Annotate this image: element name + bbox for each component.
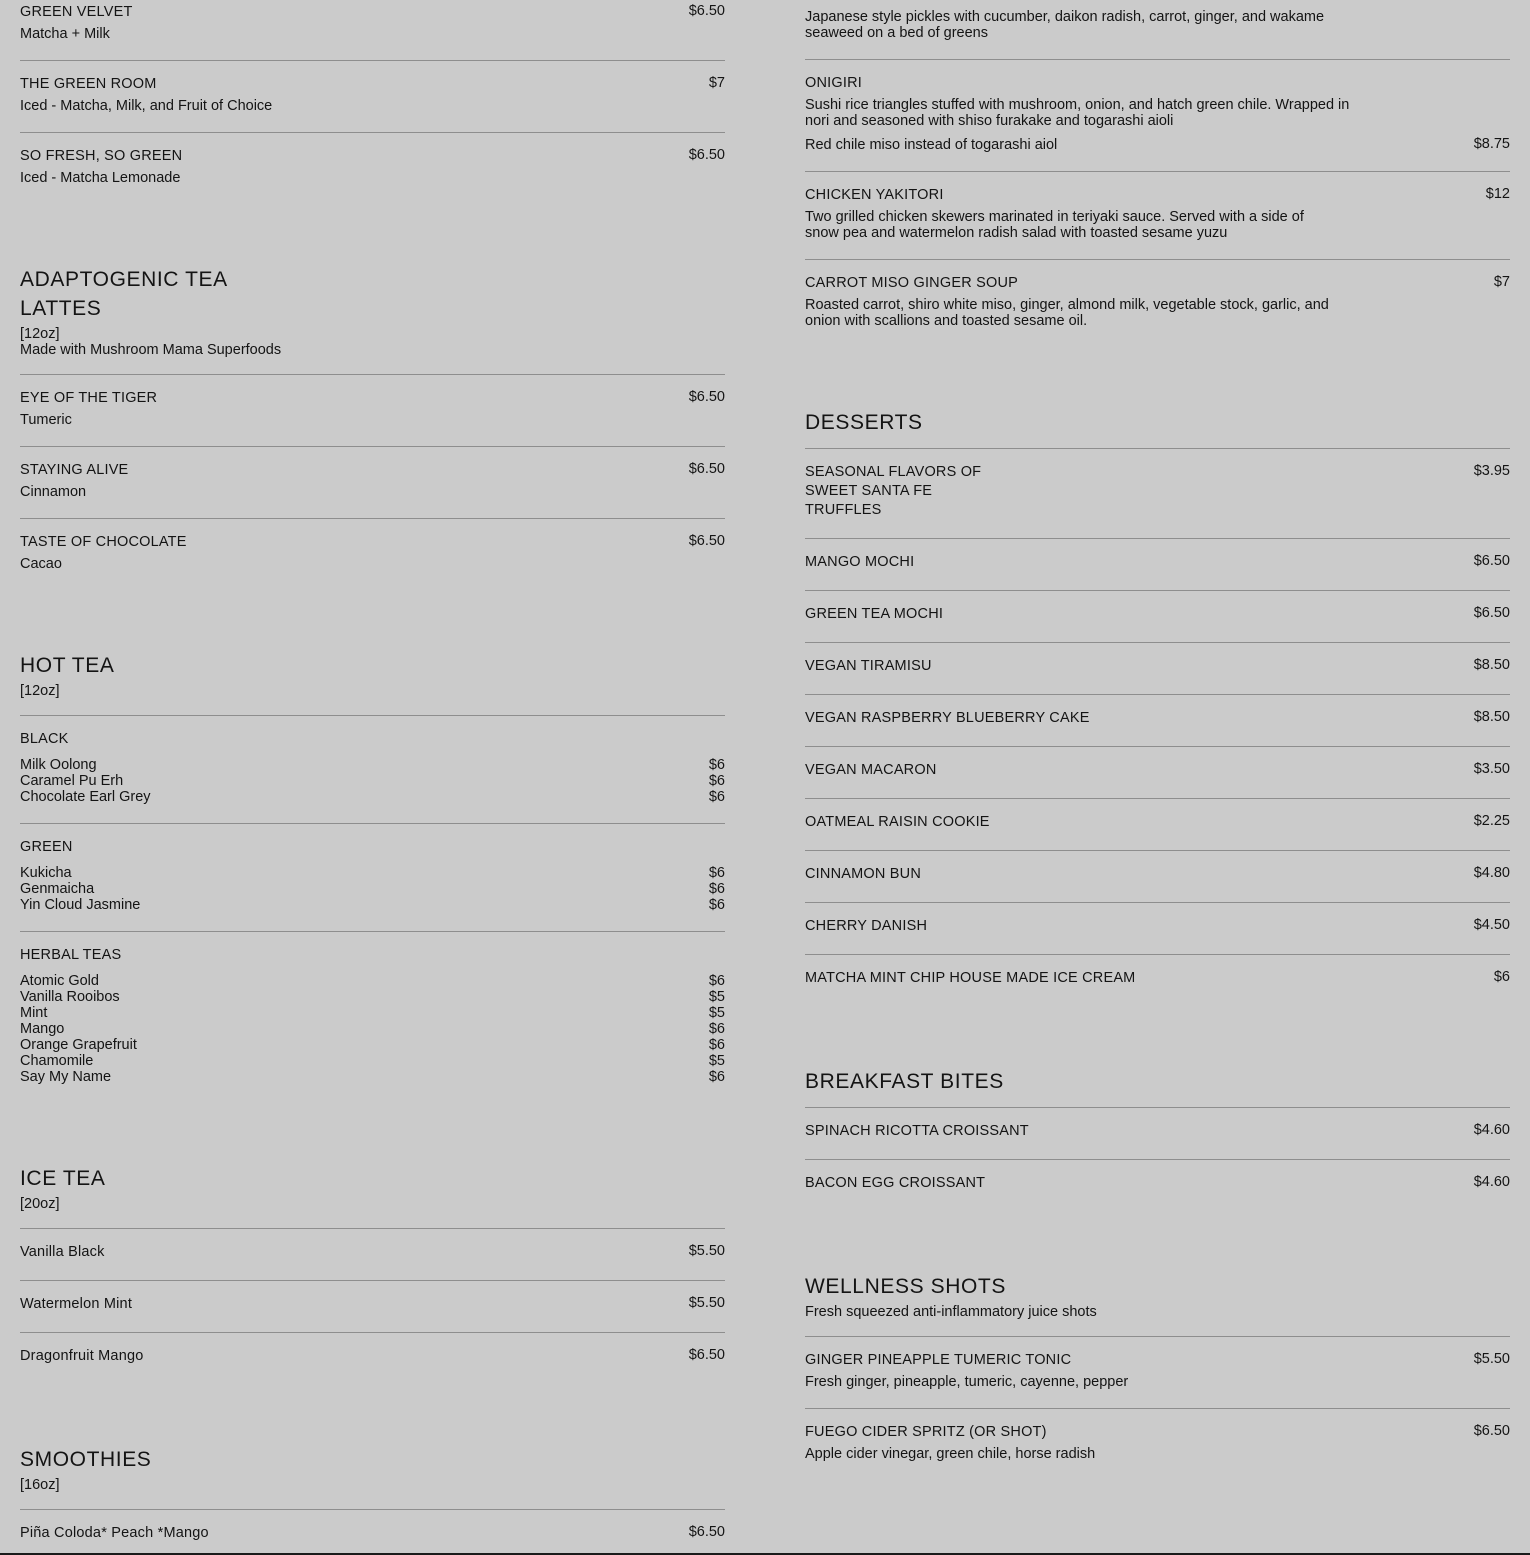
menu-item-name: VEGAN MACARON [805, 762, 937, 778]
tea-price: $5 [708, 1005, 725, 1021]
menu-item-desc: Cinnamon [20, 484, 87, 500]
menu-item-desc: seaweed on a bed of greens [805, 25, 988, 41]
divider [805, 1159, 1510, 1160]
menu-item-price: $5.50 [1473, 1351, 1510, 1367]
tea-name: Atomic Gold [20, 973, 99, 989]
tea-price: $5 [708, 1053, 725, 1069]
menu-item-name: STAYING ALIVE [20, 462, 129, 478]
tea-price: $6 [708, 1069, 725, 1085]
menu-item-name: BACON EGG CROISSANT [805, 1175, 986, 1191]
menu-item-price: $6.50 [688, 389, 725, 405]
menu-item-name: Piña Coloda* Peach *Mango [20, 1525, 209, 1541]
section-title-smoothies: SMOOTHIES [20, 1448, 152, 1471]
section-note: Made with Mushroom Mama Superfoods [20, 342, 282, 358]
menu-item-price: $6 [1493, 969, 1510, 985]
menu-item-name: CHERRY DANISH [805, 918, 928, 934]
tea-price: $6 [708, 1037, 725, 1053]
menu-item-price: $2.25 [1473, 813, 1510, 829]
divider [805, 850, 1510, 851]
menu-item-desc: Matcha + Milk [20, 26, 110, 42]
menu-item-desc: Roasted carrot, shiro white miso, ginger, almond milk, vegetable stock, garlic, and [805, 297, 1329, 313]
menu-item-desc: Apple cider vinegar, green chile, horse radish [805, 1446, 1096, 1462]
menu-item-price: $6.50 [688, 461, 725, 477]
tea-name: Orange Grapefruit [20, 1037, 137, 1053]
tea-name: Say My Name [20, 1069, 112, 1085]
menu-item-name: ONIGIRI [805, 75, 862, 91]
menu-item-name: CINNAMON BUN [805, 866, 921, 882]
menu-item-price: $6.50 [688, 1347, 725, 1363]
tea-name: Kukicha [20, 865, 72, 881]
menu-item-name: EYE OF THE TIGER [20, 390, 158, 406]
menu-item-name: Watermelon Mint [20, 1296, 133, 1312]
tea-name: Mango [20, 1021, 65, 1037]
menu-item-price: $6.50 [688, 3, 725, 19]
divider [20, 1509, 725, 1510]
divider [805, 1408, 1510, 1409]
tea-row [20, 757, 725, 773]
tea-price: $6 [708, 773, 725, 789]
section-size: [16oz] [20, 1477, 60, 1493]
section-size: [12oz] [20, 326, 60, 342]
tea-price: $6 [708, 897, 725, 913]
menu-item-price: $8.50 [1473, 709, 1510, 725]
divider [20, 931, 725, 932]
divider [805, 259, 1510, 260]
tea-list-green [20, 865, 725, 913]
menu-item-price: $7 [1493, 274, 1510, 290]
menu-item-price: $4.80 [1473, 865, 1510, 881]
menu-item-name: FUEGO CIDER SPRITZ (OR SHOT) [805, 1424, 1047, 1440]
section-title-wellness: WELLNESS SHOTS [805, 1275, 1006, 1298]
tea-price: $6 [708, 881, 725, 897]
menu-item-price: $6.50 [1473, 605, 1510, 621]
menu-item-name: THE GREEN ROOM [20, 76, 157, 92]
divider [20, 1332, 725, 1333]
divider [20, 1228, 725, 1229]
menu-item-price: $6.50 [688, 1524, 725, 1540]
tea-price: $6 [708, 1021, 725, 1037]
menu-item-desc: snow pea and watermelon radish salad with toasted sesame yuzu [805, 225, 1228, 241]
menu-item-price: $7 [708, 75, 725, 91]
menu-item-name: GREEN TEA MOCHI [805, 606, 944, 622]
menu-item-price: $8.75 [1473, 136, 1510, 152]
tea-name: Yin Cloud Jasmine [20, 897, 141, 913]
divider [20, 1280, 725, 1281]
tea-row [20, 897, 725, 913]
menu-item-name: CHICKEN YAKITORI [805, 187, 944, 203]
tea-row [20, 1053, 725, 1069]
section-title-ice-tea: ICE TEA [20, 1167, 106, 1190]
divider [20, 518, 725, 519]
tea-name: Vanilla Rooibos [20, 989, 120, 1005]
tea-name: Genmaicha [20, 881, 95, 897]
divider [805, 59, 1510, 60]
divider [805, 538, 1510, 539]
menu-item-price: $12 [1485, 186, 1510, 202]
tea-group-name: HERBAL TEAS [20, 947, 122, 963]
menu-item-desc: Cacao [20, 556, 62, 572]
menu-item-price: $4.60 [1473, 1122, 1510, 1138]
menu-item-name: SEASONAL FLAVORS OF [805, 464, 982, 480]
divider [805, 798, 1510, 799]
menu-item-name: SPINACH RICOTTA CROISSANT [805, 1123, 1029, 1139]
tea-name: Chamomile [20, 1053, 94, 1069]
divider [20, 823, 725, 824]
tea-name: Caramel Pu Erh [20, 773, 124, 789]
menu-item-name: Vanilla Black [20, 1244, 105, 1260]
menu-item-name: Dragonfruit Mango [20, 1348, 144, 1364]
menu-item-name: TRUFFLES [805, 502, 882, 518]
menu-item-desc: nori and seasoned with shiso furakake and togarashi aioli [805, 113, 1174, 129]
tea-price: $6 [708, 865, 725, 881]
divider [805, 746, 1510, 747]
menu-item-price: $3.50 [1473, 761, 1510, 777]
tea-name: Milk Oolong [20, 757, 97, 773]
divider [20, 132, 725, 133]
divider [20, 60, 725, 61]
tea-row [20, 1037, 725, 1053]
menu-item-name: TASTE OF CHOCOLATE [20, 534, 187, 550]
tea-group-name: GREEN [20, 839, 73, 855]
tea-row [20, 789, 725, 805]
menu-item-price: $8.50 [1473, 657, 1510, 673]
menu-item-name: GREEN VELVET [20, 4, 133, 20]
section-size: [20oz] [20, 1196, 60, 1212]
tea-price: $6 [708, 973, 725, 989]
section-title-adaptogenic-line1: ADAPTOGENIC TEA [20, 268, 228, 291]
divider [20, 446, 725, 447]
section-title-adaptogenic-line2: LATTES [20, 297, 102, 320]
divider [805, 448, 1510, 449]
menu-item-name: VEGAN TIRAMISU [805, 658, 932, 674]
tea-price: $5 [708, 989, 725, 1005]
menu-item-name: VEGAN RASPBERRY BLUEBERRY CAKE [805, 710, 1090, 726]
divider [805, 902, 1510, 903]
menu-item-desc: Two grilled chicken skewers marinated in teriyaki sauce. Served with a side of [805, 209, 1304, 225]
menu-item-price: $5.50 [688, 1243, 725, 1259]
tea-group-name: BLACK [20, 731, 69, 747]
divider [805, 171, 1510, 172]
section-title-desserts: DESSERTS [805, 411, 923, 434]
menu-item-desc: onion with scallions and toasted sesame oil. [805, 313, 1088, 329]
menu-item-price: $6.50 [1473, 553, 1510, 569]
menu-item-option: Red chile miso instead of togarashi aiol [805, 137, 1058, 153]
tea-name: Mint [20, 1005, 48, 1021]
divider [805, 694, 1510, 695]
tea-row [20, 773, 725, 789]
tea-price: $6 [708, 757, 725, 773]
menu-item-name: MATCHA MINT CHIP HOUSE MADE ICE CREAM [805, 970, 1136, 986]
menu-item-name: CARROT MISO GINGER SOUP [805, 275, 1018, 291]
menu-item-name: GINGER PINEAPPLE TUMERIC TONIC [805, 1352, 1072, 1368]
tea-list-black [20, 757, 725, 805]
tea-row [20, 881, 725, 897]
menu-item-desc: Fresh ginger, pineapple, tumeric, cayenne, pepper [805, 1374, 1129, 1390]
tea-row [20, 1021, 725, 1037]
divider [805, 954, 1510, 955]
divider [805, 590, 1510, 591]
menu-item-desc: Japanese style pickles with cucumber, daikon radish, carrot, ginger, and wakame [805, 9, 1325, 25]
menu-item-price: $3.95 [1473, 463, 1510, 479]
divider [20, 374, 725, 375]
menu-item-desc: Tumeric [20, 412, 72, 428]
divider [805, 642, 1510, 643]
menu-item-name: SO FRESH, SO GREEN [20, 148, 183, 164]
tea-row [20, 1069, 725, 1085]
menu-item-name: MANGO MOCHI [805, 554, 915, 570]
section-size: [12oz] [20, 683, 60, 699]
menu-item-price: $4.50 [1473, 917, 1510, 933]
menu-item-desc: Iced - Matcha, Milk, and Fruit of Choice [20, 98, 273, 114]
divider [20, 715, 725, 716]
menu-item-price: $5.50 [688, 1295, 725, 1311]
tea-row [20, 865, 725, 881]
tea-price: $6 [708, 789, 725, 805]
tea-name: Chocolate Earl Grey [20, 789, 151, 805]
menu-item-price: $6.50 [688, 533, 725, 549]
menu-item-desc: Iced - Matcha Lemonade [20, 170, 181, 186]
section-title-hot-tea: HOT TEA [20, 654, 115, 677]
menu-item-price: $6.50 [1473, 1423, 1510, 1439]
tea-row [20, 973, 725, 989]
divider [805, 1107, 1510, 1108]
section-title-breakfast: BREAKFAST BITES [805, 1070, 1004, 1093]
tea-row [20, 1005, 725, 1021]
section-note: Fresh squeezed anti-inflammatory juice shots [805, 1304, 1097, 1320]
menu-item-name: OATMEAL RAISIN COOKIE [805, 814, 990, 830]
tea-row [20, 989, 725, 1005]
menu-item-price: $4.60 [1473, 1174, 1510, 1190]
menu-item-desc: Sushi rice triangles stuffed with mushroom, onion, and hatch green chile. Wrapped in [805, 97, 1350, 113]
tea-list-herbal [20, 973, 725, 1085]
menu-item-name: SWEET SANTA FE [805, 483, 933, 499]
menu-item-price: $6.50 [688, 147, 725, 163]
divider [805, 1336, 1510, 1337]
